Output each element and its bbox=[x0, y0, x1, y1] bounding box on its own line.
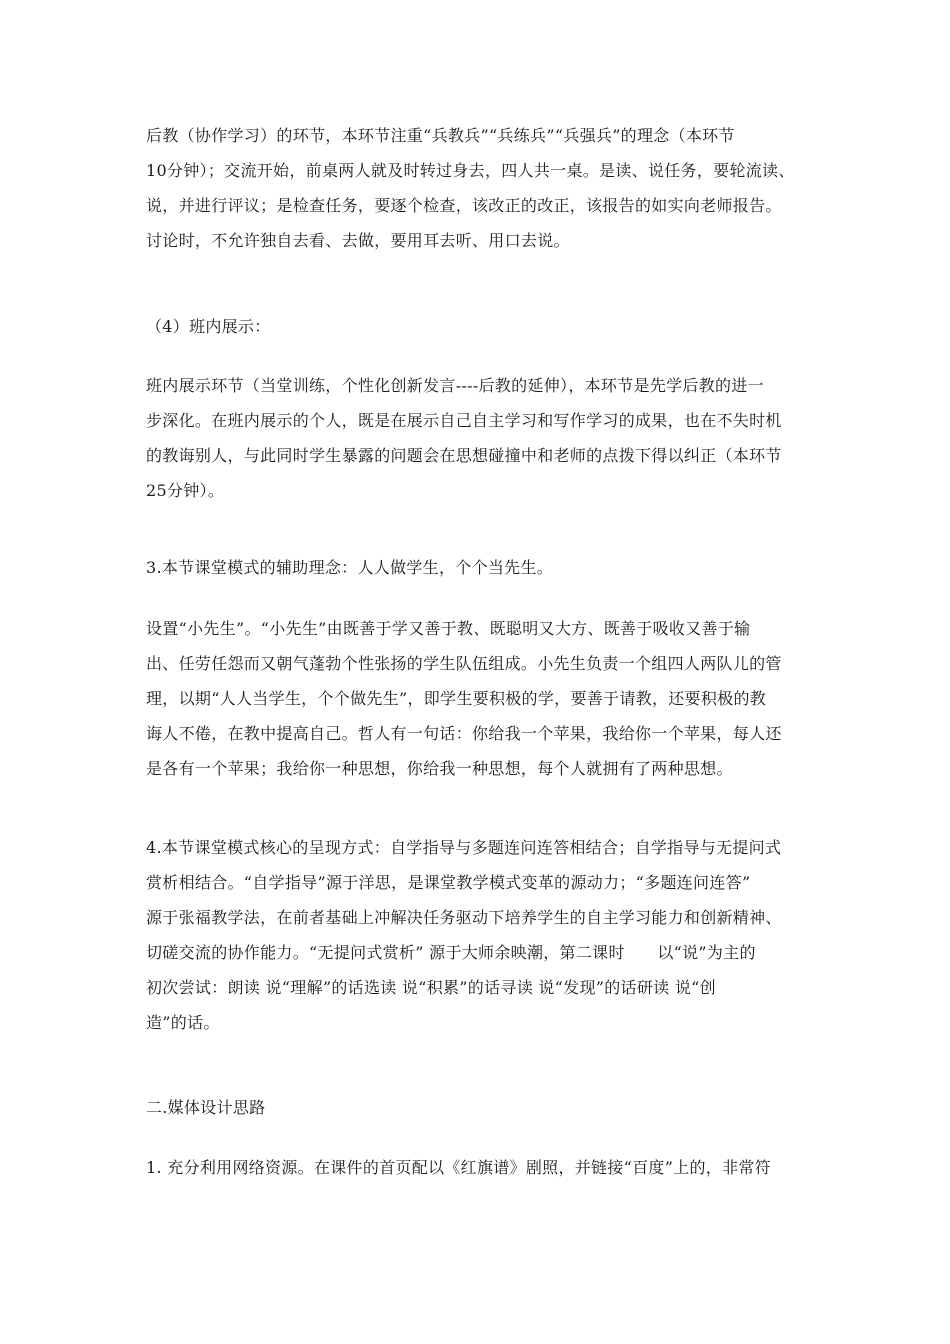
paragraph-class-presentation bbox=[146, 368, 816, 508]
text-line: 理，以期“人人当学生，个个做先生”，即学生要积极的学，要善于请教，还要积极的教 bbox=[146, 689, 767, 708]
heading-class-presentation bbox=[146, 309, 816, 344]
text-line: 后教（协作学习）的环节，本环节注重“兵教兵”“兵练兵”“兵强兵”的理念（本环节 bbox=[146, 126, 735, 145]
text-line: 诲人不倦，在教中提高自己。哲人有一句话：你给我一个苹果，我给你一个苹果，每人还 bbox=[146, 724, 782, 743]
text-line: 切磋交流的协作能力。“无提问式赏析” 源于大师余映潮，第二课时 以“说”为主的 bbox=[146, 943, 756, 962]
text-line: 源于张福教学法，在前者基础上冲解决任务驱动下培养学生的自主学习能力和创新精神、 bbox=[146, 908, 782, 927]
text-line: 3.本节课堂模式的辅助理念：人人做学生，个个当先生。 bbox=[146, 558, 554, 577]
text-line: 1. 充分利用网络资源。在课件的首页配以《红旗谱》剧照，并链接“百度”上的，非常符 bbox=[146, 1158, 772, 1177]
text-line: 班内展示环节（当堂训练，个性化创新发言----后教的延伸），本环节是先学后教的进一 bbox=[146, 376, 764, 395]
text-line: 二.媒体设计思路 bbox=[146, 1098, 266, 1117]
heading-auxiliary-concept bbox=[146, 550, 816, 585]
paragraph-core-presentation bbox=[146, 830, 816, 1040]
text-line: 说，并进行评议；是检查任务，要逐个检查，该改正的改正，该报告的如实向老师报告。 bbox=[146, 196, 782, 215]
text-line: 10分钟）；交流开始，前桌两人就及时转过身去，四人共一桌。是读、说任务，要轮流读、 bbox=[146, 161, 795, 180]
text-line: 4.本节课堂模式核心的呈现方式：自学指导与多题连问连答相结合；自学指导与无提问式 bbox=[146, 838, 782, 857]
text-line: 是各有一个苹果；我给你一种思想，你给我一种思想，每个人就拥有了两种思想。 bbox=[146, 759, 733, 778]
text-line: 25分钟）。 bbox=[146, 481, 225, 500]
text-line: 赏析相结合。“自学指导”源于洋思，是课堂教学模式变革的源动力；“多题连问连答” bbox=[146, 873, 751, 892]
paragraph-network-resources bbox=[146, 1150, 816, 1185]
heading-media-design bbox=[146, 1090, 816, 1125]
text-line: 的教诲别人，与此同时学生暴露的问题会在思想碰撞中和老师的点拨下得以纠正（本环节 bbox=[146, 446, 782, 465]
text-line: 步深化。在班内展示的个人，既是在展示自己自主学习和写作学习的成果，也在不失时机 bbox=[146, 411, 782, 430]
text-line: 初次尝试：朗读 说“理解”的话选读 说“积累”的话寻读 说“发现”的话研读 说“创 bbox=[146, 978, 716, 997]
text-line: 造”的话。 bbox=[146, 1013, 220, 1032]
text-line: 出、任劳任怨而又朝气蓬勃个性张扬的学生队伍组成。小先生负责一个组四人两队儿的管 bbox=[146, 654, 782, 673]
text-line: （4）班内展示： bbox=[146, 317, 271, 336]
paragraph-little-teachers bbox=[146, 611, 816, 786]
text-line: 设置“小先生”。“小先生”由既善于学又善于教、既聪明又大方、既善于吸收又善于输 bbox=[146, 619, 751, 638]
text-line: 讨论时，不允许独自去看、去做，要用耳去听、用口去说。 bbox=[146, 231, 570, 250]
paragraph-collaborative-learning bbox=[146, 118, 816, 258]
